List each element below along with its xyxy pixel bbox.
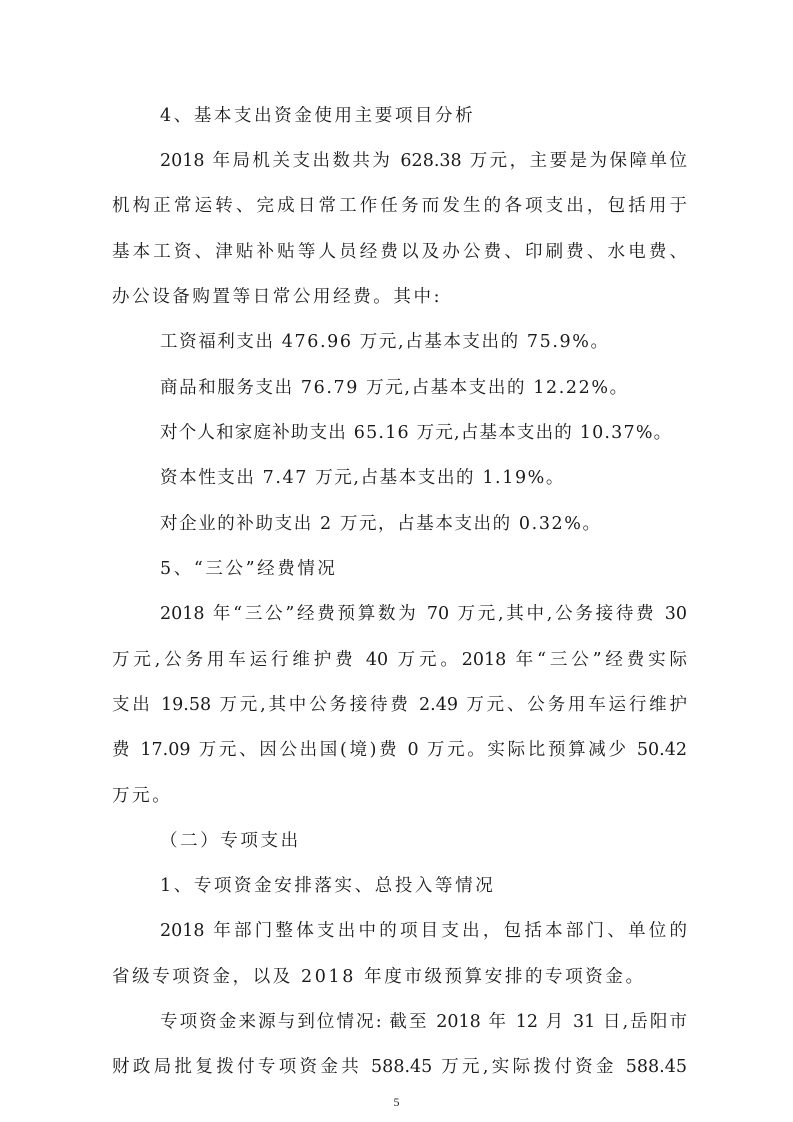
paragraph-line: 支出 19.58 万元,其中公务接待费 2.49 万元、公务用车运行维护 <box>112 695 687 715</box>
paragraph-line: 2018 年“三公”经费预算数为 70 万元,其中,公务接待费 30 <box>160 604 687 624</box>
section-heading-basic-expenditure: 4、基本支出资金使用主要项目分析 <box>160 106 476 126</box>
paragraph-line: 财政局批复拨付专项资金共 588.45 万元,实际拨付资金 588.45 <box>112 1057 687 1077</box>
paragraph-line: 省级专项资金，以及 2018 年度市级预算安排的专项资金。 <box>112 967 646 987</box>
paragraph-line: 机构正常运转、完成日常工作任务而发生的各项支出，包括用于 <box>112 196 687 216</box>
section-heading-three-public: 5、“三公”经费情况 <box>160 559 338 579</box>
expenditure-item: 资本性支出 7.47 万元,占基本支出的 1.19%。 <box>160 468 566 488</box>
subsection-heading: 1、专项资金安排落实、总投入等情况 <box>160 876 496 896</box>
expenditure-item: 对企业的补助支出 2 万元，占基本支出的 0.32%。 <box>160 514 602 534</box>
paragraph-line: 专项资金来源与到位情况: 截至 2018 年 12 月 31 日,岳阳市 <box>160 1012 687 1032</box>
paragraph-line: 万元。 <box>112 786 173 806</box>
paragraph-line: 2018 年局机关支出数共为 628.38 万元，主要是为保障单位 <box>160 151 687 171</box>
page-number: 5 <box>393 1095 400 1109</box>
expenditure-item: 对个人和家庭补助支出 65.16 万元,占基本支出的 10.37%。 <box>160 423 673 443</box>
expenditure-item: 商品和服务支出 76.79 万元,占基本支出的 12.22%。 <box>160 378 629 398</box>
expenditure-item: 工资福利支出 476.96 万元,占基本支出的 75.9%。 <box>160 332 610 352</box>
paragraph-line: 基本工资、津贴补贴等人员经费以及办公费、印刷费、水电费、 <box>112 242 687 262</box>
section-heading-special-expenditure: （二）专项支出 <box>160 831 301 851</box>
paragraph-line: 费 17.09 万元、因公出国(境)费 0 万元。实际比预算减少 50.42 <box>112 740 687 760</box>
paragraph-line: 2018 年部门整体支出中的项目支出，包括本部门、单位的 <box>160 921 687 941</box>
paragraph-line: 办公设备购置等日常公用经费。其中: <box>112 287 443 307</box>
paragraph-line: 万元,公务用车运行维护费 40 万元。2018 年“三公”经费实际 <box>112 650 687 670</box>
